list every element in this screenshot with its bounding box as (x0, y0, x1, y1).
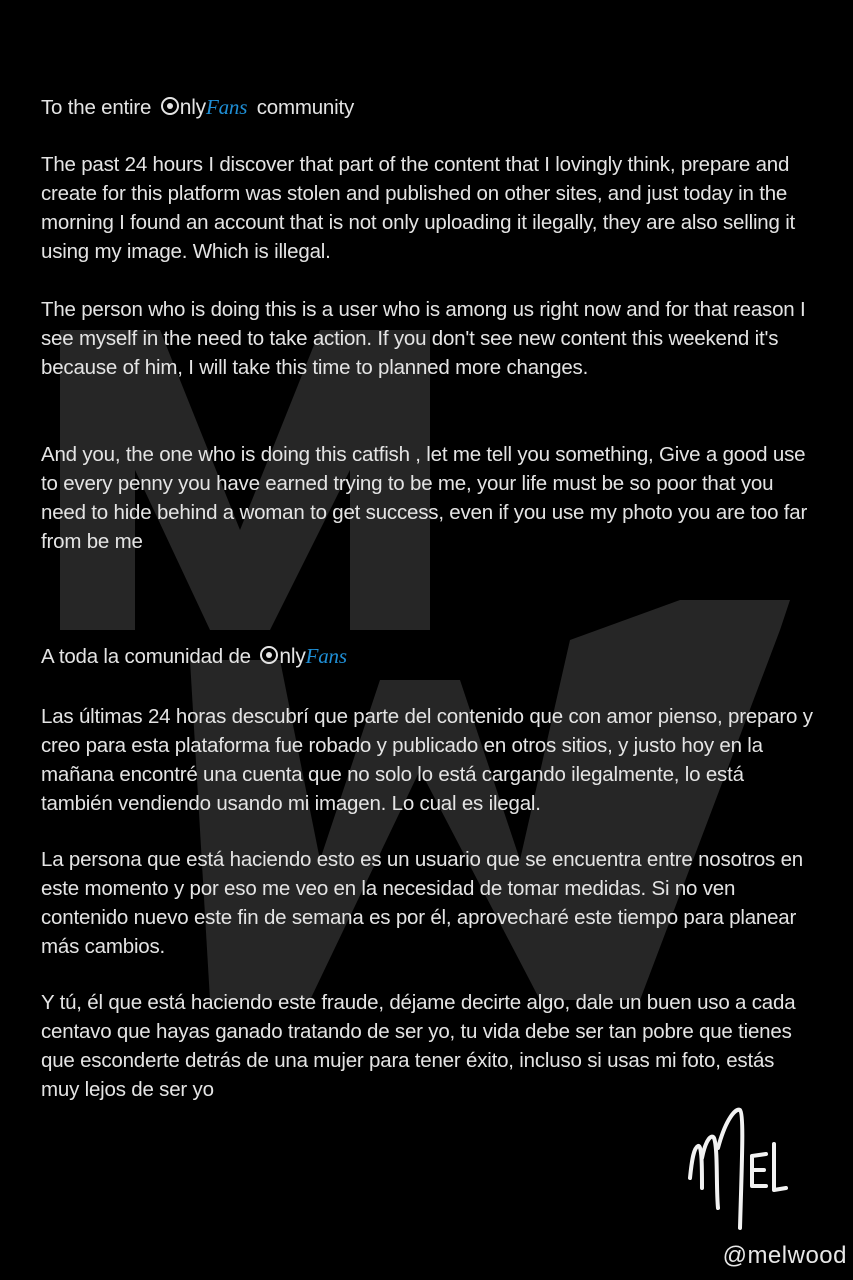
english-paragraph-3: And you, the one who is doing this catfish , let me tell you something, Give a good use to every penny you have earned trying to be me, your life must be so poor that you need to hide behind a woman to get success, even if you use my photo you are too far from be me (41, 443, 808, 553)
spanish-paragraph-2: La persona que está haciendo esto es un usuario que se encuentra entre nosotros en este momento y por eso me veo en la necesidad de tomar medidas. Si no ven contenido nuevo este fin de semana es por él, aprovecharé este tiempo para planear más cambios. (41, 848, 804, 958)
lock-icon (161, 97, 179, 115)
spanish-heading-prefix: A toda la comunidad de (41, 645, 251, 668)
lock-icon (260, 646, 278, 664)
onlyfans-logo-2: nlyFans (260, 642, 346, 671)
mel-signature (682, 1098, 792, 1238)
author-handle: @melwood (722, 1242, 847, 1269)
english-heading-prefix: To the entire (41, 96, 152, 119)
spanish-paragraph-3: Y tú, él que está haciendo este fraude, déjame decirte algo, dale un buen uso a cada centavo que hayas ganado tratando de ser yo, tu vida debe ser tan pobre que tienes que esconderte detrás de una mujer para tener éxito, incluso si usas mi foto, estás muy lejos de ser yo (41, 991, 796, 1101)
onlyfans-logo: nlyFans (161, 93, 247, 122)
english-paragraph-1: The past 24 hours I discover that part of the content that I lovingly think, prepare and create for this platform was stolen and published on other sites, and just today in the morning I found an account that is not only uploading it ilegally, they are also selling it using my image. Which is illegal. (41, 153, 796, 263)
english-heading-suffix: community (256, 96, 354, 119)
english-heading (41, 93, 354, 122)
english-paragraph-2: The person who is doing this is a user who is among us right now and for that reason I see myself in the need to take action. If you don't see new content this weekend it's because of him, I will take this time to planned more changes. (41, 298, 806, 379)
spanish-heading (41, 642, 351, 671)
spanish-paragraph-1: Las últimas 24 horas descubrí que parte del contenido que con amor pienso, preparo y creo para esta plataforma fue robado y publicado en otros sitios, y justo hoy en la mañana encontré una cuenta que no solo lo está cargando ilegalmente, lo está también vendiendo usando mi imagen. Lo cual es ilegal. (41, 705, 813, 815)
